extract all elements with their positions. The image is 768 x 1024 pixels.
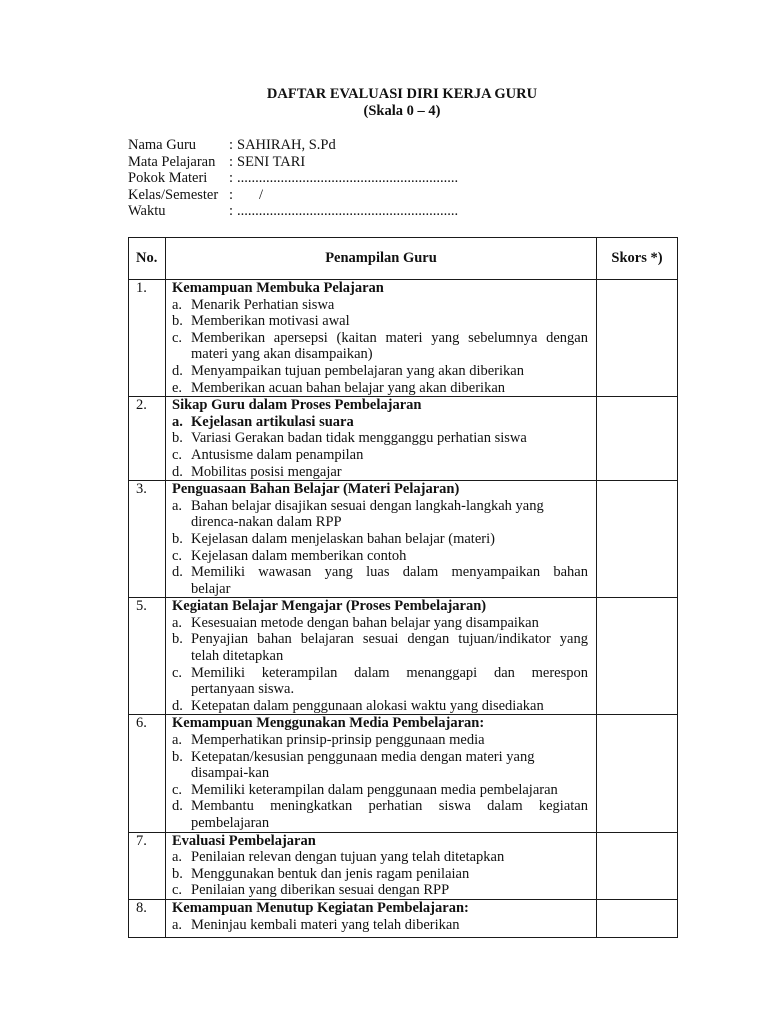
item-letter: b. (172, 865, 183, 882)
item-text-line: Memperhatikan prinsip-prinsip penggunaan media (191, 732, 485, 749)
evaluation-row (129, 280, 678, 397)
criterion-item (172, 363, 588, 380)
item-letter: c. (172, 664, 183, 681)
item-text-line: direnca-nakan dalam RPP (191, 514, 342, 531)
info-value: ............................................................. (237, 203, 459, 220)
info-row-teacher-name (128, 137, 458, 154)
item-letter: c. (172, 882, 183, 899)
item-text-line: Menyampaikan tujuan pembelajaran yang akan diberikan (191, 362, 524, 379)
score-cell (597, 397, 678, 481)
info-separator: : (229, 203, 234, 220)
criterion-item (172, 782, 588, 799)
item-text-line: Menggunakan bentuk dan jenis ragam penilaian (191, 865, 470, 882)
item-letter: b. (172, 631, 183, 648)
criterion-item (172, 749, 588, 782)
header-score: Skors *) (597, 238, 678, 280)
item-letter: e. (172, 379, 183, 396)
header-performance: Penampilan Guru (166, 238, 597, 280)
item-letter: a. (172, 497, 183, 514)
row-criteria (166, 481, 597, 598)
criterion-item (172, 313, 588, 330)
item-text-line: Kejelasan artikulasi suara (191, 413, 354, 430)
criterion-item (172, 464, 588, 481)
item-letter: a. (172, 614, 183, 631)
item-letter: d. (172, 564, 183, 581)
item-text-line: Penilaian relevan dengan tujuan yang telah ditetapkan (191, 849, 505, 866)
item-text-line: Memiliki keterampilan dalam menanggapi dan merespon (191, 664, 588, 681)
item-text-line: Kesesuaian metode dengan bahan belajar yang disampaikan (191, 614, 539, 631)
criterion-heading: Penguasaan Bahan Belajar (Materi Pelajaran) (172, 481, 460, 498)
criterion-item (172, 548, 588, 565)
evaluation-row (129, 715, 678, 832)
criterion-item (172, 882, 588, 899)
item-letter: a. (172, 849, 183, 866)
item-text-line: Kejelasan dalam menjelaskan bahan belajar (materi) (191, 530, 495, 547)
info-separator: : (229, 153, 234, 170)
criterion-item (172, 665, 588, 698)
info-label: Waktu (128, 203, 166, 220)
score-cell (597, 832, 678, 899)
criterion-heading: Kemampuan Menutup Kegiatan Pembelajaran: (172, 899, 469, 916)
item-text-line: Memberikan acuan bahan belajar yang akan diberikan (191, 379, 506, 396)
item-letter: c. (172, 781, 183, 798)
evaluation-rows (129, 280, 678, 938)
info-row-class-semester (128, 187, 458, 204)
document-title-block (128, 86, 676, 120)
row-criteria (166, 832, 597, 899)
item-letter: d. (172, 798, 183, 815)
item-text-line: Memberikan apersepsi (kaitan materi yang sebelumnya dengan (191, 329, 588, 346)
criterion-heading: Evaluasi Pembelajaran (172, 832, 316, 849)
criterion-item (172, 798, 588, 831)
item-text-line: Bahan belajar disajikan sesuai dengan langkah-langkah yang (191, 497, 544, 514)
item-text-line: Meninjau kembali materi yang telah diberikan (191, 916, 460, 933)
header-row (129, 238, 678, 280)
info-row-subject (128, 154, 458, 171)
info-separator: : (229, 137, 234, 153)
item-text-line: Kejelasan dalam memberikan contoh (191, 547, 407, 564)
row-number: 5. (129, 598, 166, 715)
item-text-line: Menarik Perhatian siswa (191, 296, 335, 313)
info-value: SENI TARI (237, 153, 306, 170)
info-value: SAHIRAH, S.Pd (237, 137, 336, 153)
item-letter: a. (172, 916, 183, 933)
info-label: Nama Guru (128, 137, 197, 153)
criterion-item (172, 531, 588, 548)
row-criteria (166, 715, 597, 832)
item-text-line: materi yang akan disampaikan) (191, 346, 373, 363)
score-cell (597, 280, 678, 397)
criterion-item (172, 866, 588, 883)
item-text-line: Membantu meningkatkan perhatian siswa dalam kegiatan (191, 798, 588, 815)
info-value: ............................................................. (237, 170, 459, 187)
info-label: Mata Pelajaran (128, 153, 216, 170)
item-text-line: Memiliki wawasan yang luas dalam menyampaikan bahan (191, 564, 588, 581)
item-text-line: Memberikan motivasi awal (191, 313, 350, 330)
header-no: No. (129, 238, 166, 280)
item-letter: b. (172, 430, 183, 447)
criterion-item (172, 631, 588, 664)
criterion-item (172, 447, 588, 464)
evaluation-row (129, 598, 678, 715)
item-text-line: belajar (191, 580, 231, 597)
score-cell (597, 899, 678, 937)
row-number: 2. (129, 397, 166, 481)
item-text-line: Antusisme dalam penampilan (191, 446, 364, 463)
item-text-line: pertanyaan siswa. (191, 681, 295, 698)
row-number: 6. (129, 715, 166, 832)
info-row-topic (128, 170, 458, 187)
row-criteria (166, 899, 597, 937)
info-separator: : (229, 170, 234, 187)
evaluation-row (129, 899, 678, 937)
criterion-item (172, 615, 588, 632)
item-text-line: Memiliki keterampilan dalam penggunaan media pembelajaran (191, 781, 558, 798)
score-cell (597, 715, 678, 832)
item-text-line: telah ditetapkan (191, 648, 284, 665)
item-text-line: pembelajaran (191, 815, 270, 831)
teacher-info (128, 137, 458, 220)
info-row-time (128, 203, 458, 220)
item-text-line: Penyajian bahan belajaran sesuai dengan tujuan/indikator yang (191, 631, 588, 648)
criterion-heading: Kemampuan Menggunakan Media Pembelajaran: (172, 715, 485, 732)
item-letter: c. (172, 329, 183, 346)
criterion-heading: Kemampuan Membuka Pelajaran (172, 280, 384, 296)
criterion-heading: Kegiatan Belajar Mengajar (Proses Pembelajaran) (172, 598, 487, 615)
row-number: 3. (129, 481, 166, 598)
criterion-heading: Sikap Guru dalam Proses Pembelajaran (172, 397, 422, 414)
criterion-item (172, 297, 588, 314)
criterion-item (172, 414, 588, 431)
item-letter: a. (172, 732, 183, 749)
info-label: Pokok Materi (128, 170, 208, 187)
item-text-line: Ketepatan dalam penggunaan alokasi waktu yang disediakan (191, 697, 544, 714)
info-label: Kelas/Semester (128, 186, 219, 203)
document-subtitle: (Skala 0 – 4) (363, 103, 441, 119)
criterion-item (172, 849, 588, 866)
evaluation-row (129, 832, 678, 899)
evaluation-table (128, 237, 678, 938)
item-text-line: Mobilitas posisi mengajar (191, 463, 342, 480)
criterion-item (172, 498, 588, 531)
criterion-item (172, 430, 588, 447)
info-separator: : (229, 186, 234, 203)
document-title: DAFTAR EVALUASI DIRI KERJA GURU (266, 86, 538, 102)
item-letter: b. (172, 313, 183, 330)
item-text-line: Ketepatan/kesusian penggunaan media dengan materi yang (191, 748, 535, 765)
evaluation-row (129, 481, 678, 598)
row-number: 7. (129, 832, 166, 899)
item-letter: b. (172, 530, 183, 547)
criterion-item (172, 917, 588, 934)
item-letter: c. (172, 446, 183, 463)
row-criteria (166, 280, 597, 397)
item-letter: d. (172, 697, 183, 714)
row-criteria (166, 598, 597, 715)
info-value: / (259, 186, 264, 203)
item-text-line: Variasi Gerakan badan tidak mengganggu perhatian siswa (191, 430, 527, 447)
row-number: 1. (129, 280, 166, 397)
item-letter: c. (172, 547, 183, 564)
item-letter: a. (172, 296, 183, 313)
score-cell (597, 598, 678, 715)
criterion-item (172, 732, 588, 749)
criterion-item (172, 564, 588, 597)
criterion-item (172, 330, 588, 363)
criterion-item (172, 380, 588, 397)
item-letter: a. (172, 413, 183, 430)
item-letter: d. (172, 463, 183, 480)
item-text-line: Penilaian yang diberikan sesuai dengan RPP (191, 882, 450, 899)
row-number: 8. (129, 899, 166, 937)
score-cell (597, 481, 678, 598)
evaluation-row (129, 397, 678, 481)
criterion-item (172, 698, 588, 715)
item-letter: d. (172, 362, 183, 379)
row-criteria (166, 397, 597, 481)
table-header (129, 238, 678, 280)
item-letter: b. (172, 748, 183, 765)
item-text-line: disampai-kan (191, 765, 270, 782)
